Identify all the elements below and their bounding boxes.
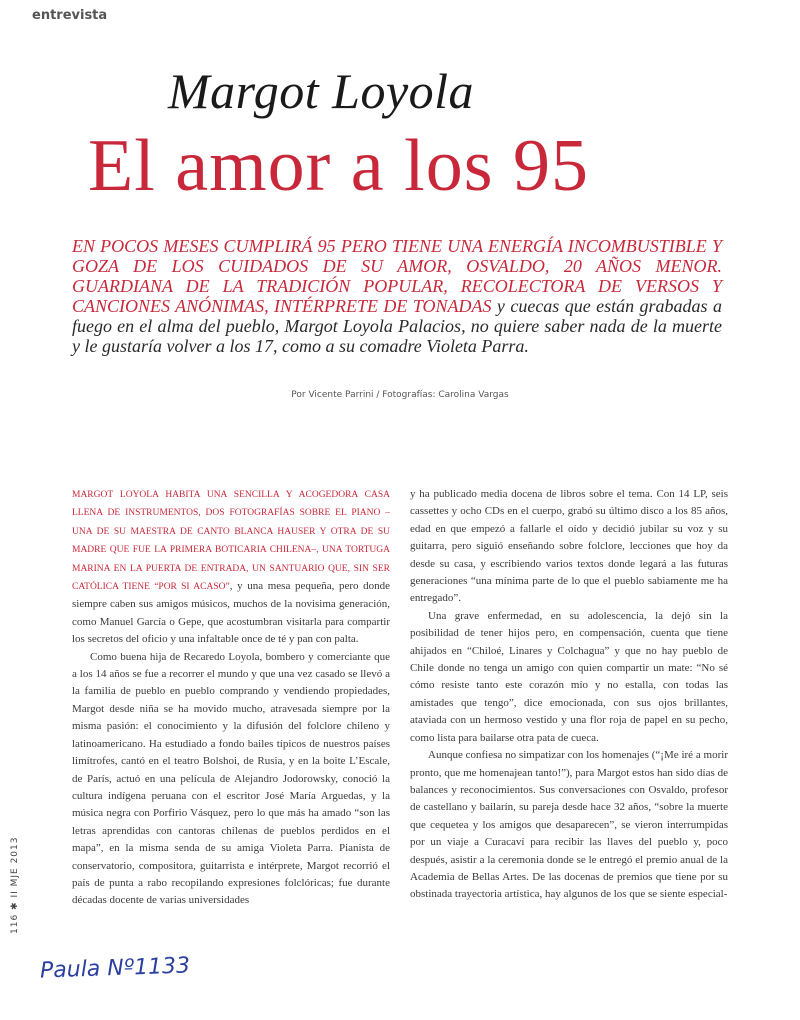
body-paragraph: y ha publicado media docena de libros sobre el tema. Con 14 LP, seis cassettes y ocho CDs en el cuerpo, grabó su último disco a los 85 años, edad en que empezó a fallarle el oído y decidió jubilar su voz y su guitarra, pero siguió enseñando sobre folclore, lecciones que hoy da desde su casa, y escribiendo varios textos donde legará a las futuras generaciones “una mínima parte de lo que el pueblo sabiamente me ha entregado”. — [410, 488, 728, 605]
lead-black-text: y cuecas que están grabadas a fuego en el alma del pueblo, Margot Loyola Palacios, no quiere saber nada de la muerte y le gustaría volver a los 17, como a su comadre Violeta Parra. — [72, 296, 722, 356]
lead-paragraph — [72, 236, 722, 356]
body-paragraph: Como buena hija de Recaredo Loyola, bombero y comerciante que a los 14 años se fue a recorrer el mundo y que una vez casado se llevó a la familia de pueblo en pueblo comprando y vendiendo propiedades, Margot desde niña se ha movido mucho, atravesada siempre por la misma pasión: el conocimiento y la difusión del folclore chileno y latinoamericano. Ha estudiado a fondo bailes típicos de nuestros países limítrofes, cantó en el teatro Bolshoi, de Rusia, y en la boite L’Escale, de París, actuó en una película de Alejandro Jodorowsky, conoció la cultura indígena peruana con el escritor José María Arguedas, y la música negra con Porfirio Vásquez, pero lo que más ha amado “son las letras aprendidas con cantoras chilenas de pueblos perdidos en el mapa”, en la misma senda de su amiga Violeta Parra. Pianista de conservatorio, compositora, guitarrista e intérprete, Margot recorrió el país de punta a rabo recopilando expresiones folclóricas; fue durante décadas docente de varias universidades — [72, 650, 390, 907]
opening-rest: , y una mesa pequeña, pero donde siempre caben sus amigos músicos, muchos de la novisima generación, como Manuel García o Gepe, que acostumbran visitarla para compartir los secretos del oficio y una infaltable once de té y pan con palta. — [72, 580, 391, 646]
opening-caps: MARGOT LOYOLA HABITA UNA SENCILLA Y ACOGEDORA CASA LLENA DE INSTRUMENTOS, DOS FOTOGRAFÍAS SOBRE EL PIANO –UNA DE SU MAESTRA DE CANTO BLANCA HAUSER Y OTRA DE SU MADRE QUE FUE LA PRIMERA BOTICARIA CHILENA–, UNA TORTUGA MARINA EN LA PUERTA DE ENTRADA, UN SANTUARIO QUE, SIN SER CATÓLICA TIENE “POR SI ACASO” — [72, 490, 390, 593]
interviewee-name: Margot Loyola — [168, 63, 475, 119]
body-column-right — [410, 486, 728, 904]
body-paragraph: Aunque confiesa no simpatizar con los homenajes (“¡Me iré a morir pronto, que me homenajean tanto!”), para Margot estos han sido días de balances y reconocimientos. Sus conversaciones con Osvaldo, profesor de castellano y bailarín, su pareja desde hace 32 años, “sobre la muerte que cequetea y los amigos que desaparecen”, se vieron interrumpidas por un viaje a Curacaví para recibir las llaves del pueblo y, poco después, asistir a la ceremonia donde se le entregó el premio anual de la Academia de Bellas Artes. De las docenas de premios que tiene por su obstinada trayectoria artística, hay algunos de los que se siente especial- — [410, 749, 728, 901]
page-folio: 116 ✱ II MJE 2013 — [10, 836, 20, 934]
section-tag: entrevista — [32, 8, 108, 23]
body-paragraph: Una grave enfermedad, en su adolescencia, la dejó sin la posibilidad de tener hijos pero, en compensación, cuenta que tiene ahijados en “Chiloé, Linares y Colchagua” y que no hay pueblo de Chile donde no tenga un amigo con quien compartir un mate: “No sé cómo resiste tanto este corazón mío y no estalla, con todas las amistades que tengo”, dice emocionada, con sus ojos brillantes, ataviada con un hermoso vestido y una flor roja de papel en su pecho, como lista para bailarse otra pata de cueca. — [410, 609, 728, 744]
body-paragraph — [72, 486, 390, 649]
lead-red-text: EN POCOS MESES CUMPLIRÁ 95 PERO TIENE UNA ENERGÍA INCOMBUSTIBLE Y GOZA DE LOS CUIDADOS DE SU AMOR, OSVALDO, 20 AÑOS MENOR. GUARDIANA DE LA TRADICIÓN POPULAR, RECOLECTORA DE VERSOS Y CANCIONES ANÓNIMAS, INTÉRPRETE DE TONADAS — [72, 236, 722, 316]
headline: El amor a los 95 — [88, 125, 590, 207]
body-column-left — [72, 486, 390, 910]
credits: Por Vicente Parrini / Fotografías: Carolina Vargas — [291, 390, 509, 400]
handwritten-note: Paula Nº1133 — [39, 953, 191, 984]
